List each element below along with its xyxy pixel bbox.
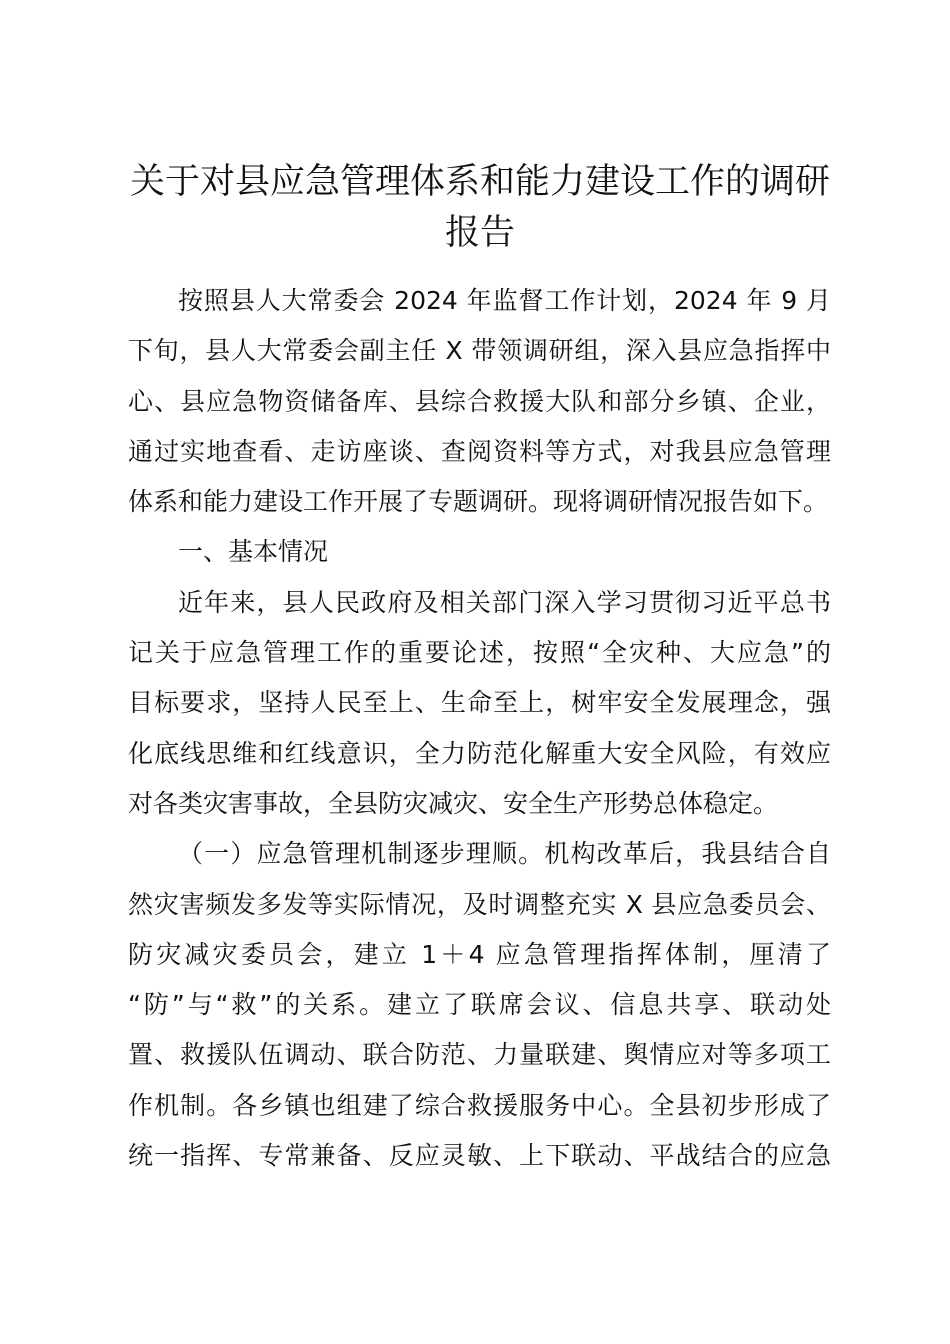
text-line: 防灾减灾委员会，建立 1＋4 应急管理指挥体制，厘清了	[128, 939, 831, 969]
paragraph-overview	[128, 578, 838, 829]
text-line: 化底线思维和红线意识，全力防范化解重大安全风险，有效应	[128, 738, 831, 768]
text-line: 然灾害频发多发等实际情况，及时调整充实 X 县应急委员会、	[128, 889, 831, 919]
title-line: 报告	[444, 213, 515, 253]
document-body	[128, 276, 838, 1181]
heading-text: 一、基本情况	[178, 537, 329, 567]
text-line: “防”与“救”的关系。建立了联席会议、信息共享、联动处	[128, 990, 831, 1020]
text-line: 记关于应急管理工作的重要论述，按照“全灾种、大应急”的	[128, 638, 831, 668]
text-line: 对各类灾害事故，全县防灾减灾、安全生产形势总体稳定。	[128, 788, 779, 818]
text-line: 按照县人大常委会 2024 年监督工作计划，2024 年 9 月	[178, 286, 831, 315]
text-line: 体系和能力建设工作开展了专题调研。现将调研情况报告如下。	[128, 487, 829, 517]
paragraph-mechanism	[128, 829, 838, 1181]
text-line: 作机制。各乡镇也组建了综合救援服务中心。全县初步形成了	[128, 1090, 831, 1120]
title-line: 关于对县应急管理体系和能力建设工作的调研	[129, 162, 830, 202]
text-line: 近年来，县人民政府及相关部门深入学习贯彻习近平总书	[178, 587, 831, 617]
section-heading	[128, 527, 838, 577]
text-line: 通过实地查看、走访座谈、查阅资料等方式，对我县应急管理	[128, 436, 831, 466]
text-line: 心、县应急物资储备库、县综合救援大队和部分乡镇、企业，	[128, 386, 831, 416]
text-line: 统一指挥、专常兼备、反应灵敏、上下联动、平战结合的应急	[128, 1141, 831, 1171]
document-title	[110, 157, 850, 259]
text-line: 下旬，县人大常委会副主任 X 带领调研组，深入县应急指挥中	[128, 336, 831, 366]
paragraph-intro	[128, 276, 838, 527]
text-line: （一）应急管理机制逐步理顺。机构改革后，我县结合自	[178, 839, 831, 869]
text-line: 目标要求，坚持人民至上、生命至上，树牢安全发展理念，强	[128, 688, 831, 718]
text-line: 置、救援队伍调动、联合防范、力量联建、舆情应对等多项工	[128, 1040, 831, 1070]
